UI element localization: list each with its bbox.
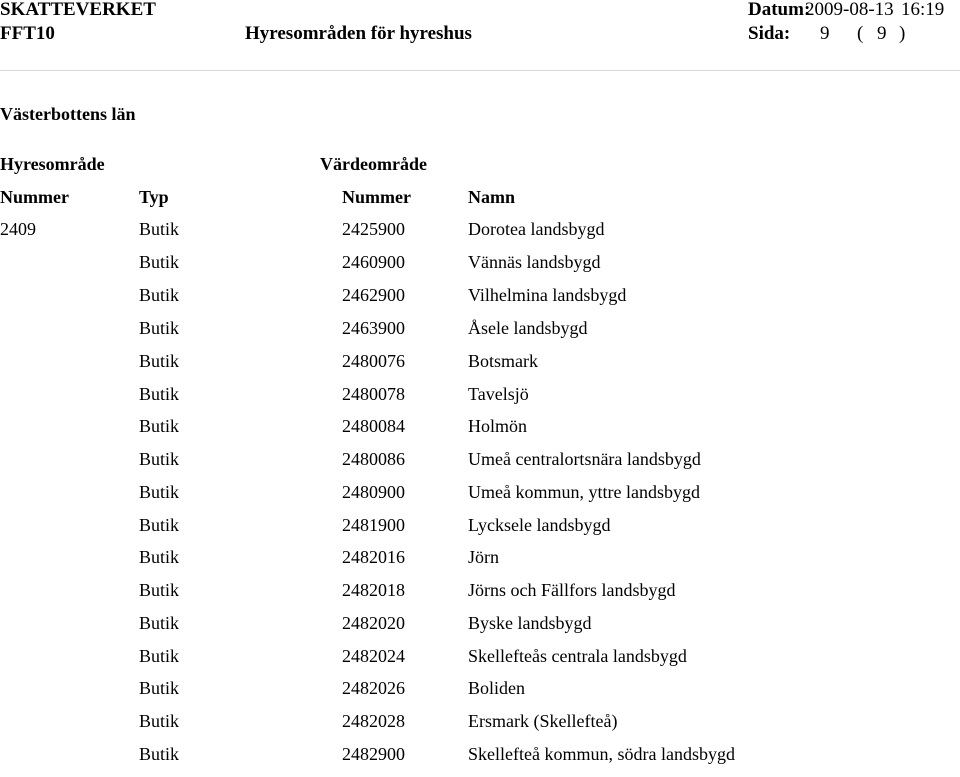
cell-namn: Skellefteås centrala landsbygd (468, 646, 687, 666)
cell-namn: Byske landsbygd (468, 613, 592, 633)
table-row (0, 219, 960, 252)
table-row (0, 351, 960, 384)
cell-vardeomrade-nummer: 2482024 (342, 646, 405, 666)
table-row (0, 416, 960, 449)
table-row (0, 482, 960, 515)
cell-typ: Butik (139, 547, 180, 567)
cell-namn: Vännäs landsbygd (468, 252, 601, 272)
cell-typ: Butik (139, 318, 180, 338)
column-header-typ: Typ (139, 187, 169, 207)
header-divider (0, 70, 960, 71)
cell-typ: Butik (139, 449, 180, 469)
table-row (0, 678, 960, 711)
cell-typ: Butik (139, 580, 180, 600)
page-total-open: ( (857, 23, 864, 44)
cell-namn: Ersmark (Skellefteå) (468, 711, 618, 731)
cell-typ: Butik (139, 515, 180, 535)
cell-typ: Butik (139, 416, 180, 436)
cell-typ: Butik (139, 613, 180, 633)
cell-vardeomrade-nummer: 2480086 (342, 449, 405, 469)
region-heading: Västerbottens län (0, 104, 136, 124)
table-row (0, 252, 960, 285)
cell-vardeomrade-nummer: 2482018 (342, 580, 405, 600)
cell-namn: Jörn (468, 547, 499, 567)
cell-namn: Vilhelmina landsbygd (468, 285, 627, 305)
cell-vardeomrade-nummer: 2480900 (342, 482, 405, 502)
cell-namn: Åsele landsbygd (468, 318, 588, 338)
table-row (0, 613, 960, 646)
page-title: Hyresområden för hyreshus (245, 23, 472, 44)
cell-vardeomrade-nummer: 2481900 (342, 515, 405, 535)
cell-typ: Butik (139, 646, 180, 666)
cell-namn: Jörns och Fällfors landsbygd (468, 580, 676, 600)
cell-vardeomrade-nummer: 2425900 (342, 219, 405, 239)
cell-typ: Butik (139, 285, 180, 305)
table-row (0, 318, 960, 351)
cell-vardeomrade-nummer: 2460900 (342, 252, 405, 272)
page-label: Sida: (748, 23, 791, 44)
cell-vardeomrade-nummer: 2480078 (342, 384, 405, 404)
cell-typ: Butik (139, 711, 180, 731)
table-row (0, 580, 960, 613)
cell-namn: Boliden (468, 678, 525, 698)
page-current: 9 (820, 23, 830, 44)
table-row (0, 515, 960, 548)
page-total: 9 (877, 23, 887, 44)
cell-vardeomrade-nummer: 2462900 (342, 285, 405, 305)
date-value: 2009-08-13 (805, 0, 894, 20)
cell-namn: Skellefteå kommun, södra landsbygd (468, 744, 735, 764)
table-row (0, 711, 960, 744)
time-value: 16:19 (901, 0, 945, 20)
table-row (0, 646, 960, 679)
cell-typ: Butik (139, 384, 180, 404)
cell-namn: Umeå centralortsnära landsbygd (468, 449, 701, 469)
cell-namn: Umeå kommun, yttre landsbygd (468, 482, 700, 502)
cell-typ: Butik (139, 744, 180, 764)
page-total-close: ) (899, 23, 906, 44)
cell-typ: Butik (139, 482, 180, 502)
table-row (0, 384, 960, 417)
cell-typ: Butik (139, 252, 180, 272)
group-header-hyresomrade: Hyresområde (0, 154, 105, 174)
table-row (0, 449, 960, 482)
column-header-nummer: Nummer (0, 187, 69, 207)
cell-namn: Lycksele landsbygd (468, 515, 611, 535)
cell-vardeomrade-nummer: 2482900 (342, 744, 405, 764)
table-row (0, 285, 960, 318)
group-header-vardeomrade: Värdeområde (320, 154, 427, 174)
date-label: Datum: (748, 0, 811, 20)
agency-name: SKATTEVERKET (0, 0, 156, 20)
cell-vardeomrade-nummer: 2463900 (342, 318, 405, 338)
form-code: FFT10 (0, 23, 55, 44)
cell-namn: Tavelsjö (468, 384, 529, 404)
column-header-vardeomrade-nummer: Nummer (342, 187, 411, 207)
cell-typ: Butik (139, 678, 180, 698)
cell-vardeomrade-nummer: 2482020 (342, 613, 405, 633)
cell-vardeomrade-nummer: 2482028 (342, 711, 405, 731)
cell-typ: Butik (139, 351, 180, 371)
cell-vardeomrade-nummer: 2480084 (342, 416, 405, 436)
column-header-namn: Namn (468, 187, 516, 207)
cell-namn: Botsmark (468, 351, 538, 371)
cell-vardeomrade-nummer: 2480076 (342, 351, 405, 371)
cell-vardeomrade-nummer: 2482016 (342, 547, 405, 567)
cell-nummer: 2409 (0, 219, 36, 239)
table-row (0, 547, 960, 580)
table-row (0, 744, 960, 777)
cell-typ: Butik (139, 219, 180, 239)
cell-namn: Dorotea landsbygd (468, 219, 605, 239)
cell-vardeomrade-nummer: 2482026 (342, 678, 405, 698)
cell-namn: Holmön (468, 416, 528, 436)
